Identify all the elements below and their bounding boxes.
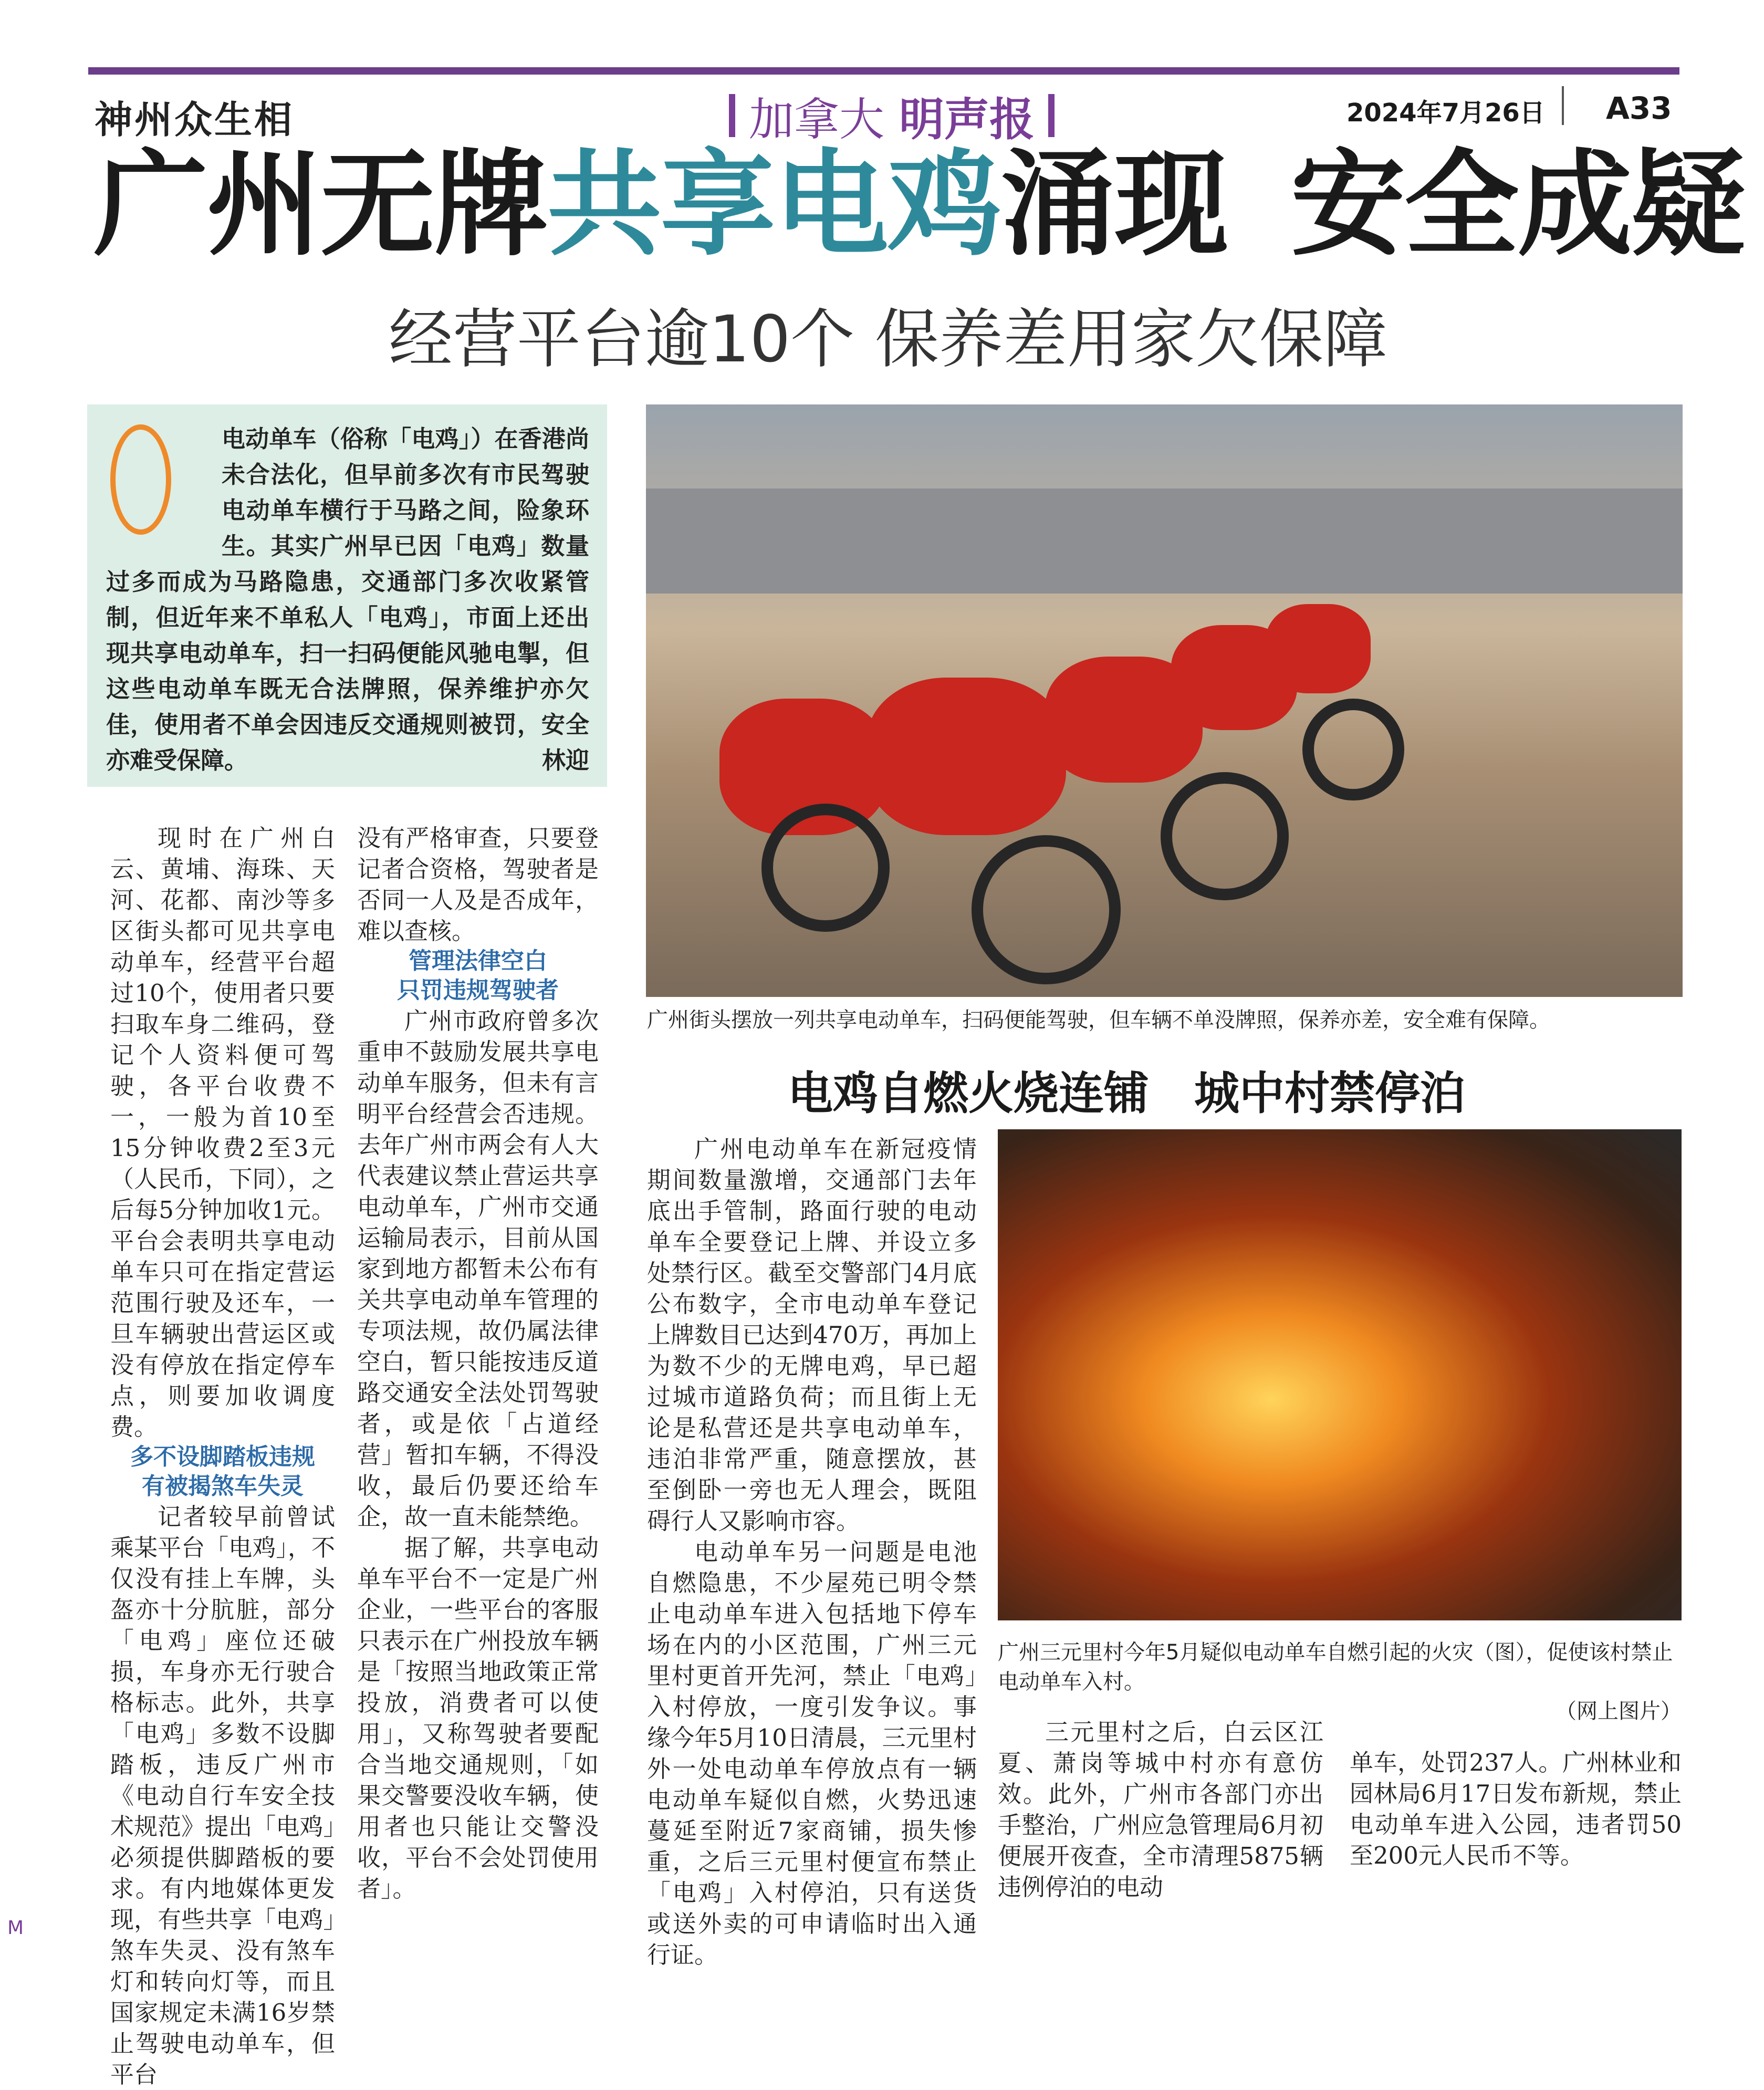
photo1-caption: 广州街头摆放一列共享电动单车，扫码便能驾驶，但车辆不单没牌照，保养亦差，安全难有保障。 bbox=[647, 1008, 1550, 1032]
scooters-photo bbox=[646, 404, 1683, 997]
headline-part2: 涌现 bbox=[1001, 137, 1228, 272]
column-1 bbox=[110, 823, 335, 2090]
subheading-1: 多不设脚踏板违规 有被揭煞车失灵 bbox=[130, 1443, 315, 1500]
paragraph: 三元里村之后，白云区江夏、萧岗等城中村亦有意仿效。此外，广州市各部门亦出手整治，广州应急管理局6月初便展开夜查，全市清理5875辆违例停泊的电动 bbox=[998, 1718, 1323, 1901]
top-rule bbox=[88, 67, 1679, 75]
column-3 bbox=[647, 1134, 977, 1970]
author: 林迎 bbox=[541, 746, 589, 774]
headline-highlight: 共享电鸡 bbox=[547, 137, 1001, 272]
masthead-bar-left bbox=[729, 94, 735, 137]
subheadline: 经营平台逾10个 保养差用家欠保障 bbox=[389, 302, 1388, 377]
paragraph: 电动单车另一问题是电池自燃隐患，不少屋苑已明令禁止电动单车进入包括地下停车场在内的小区范围，广州三元里村更首开先河，禁止「电鸡」入村停放，一度引发争议。事缘今年5月10日清晨，三元里村外一处电动单车停放点有一辆电动单车疑似自燃，火势迅速蔓延至附近7家商铺，损失惨重，之后三元里村便宣布禁止「电鸡」入村停泊，只有送货或送外卖的可申请临时出入通行证。 bbox=[647, 1538, 977, 1969]
masthead-paper: 明声报 bbox=[899, 93, 1035, 146]
masthead-country: 加拿大 bbox=[749, 93, 884, 146]
fire-photo bbox=[998, 1129, 1682, 1620]
issue-date: 2024年7月26日 bbox=[1347, 98, 1545, 128]
paragraph: 现时在广州白云、黄埔、海珠、天河、花都、南沙等多区街头都可见共享电动单车，经营平台超过10个，使用者只要扫取车身二维码，登记个人资料便可驾驶，各平台收费不一，一般为首10至15分钟收费2至3元（人民币，下同），之后每5分钟加收1元。平台会表明共享电动单车只可在指定营运范围行驶及还车，一旦车辆驶出营运区或没有停放在指定停车点，则要加收调度费。 bbox=[110, 824, 335, 1441]
paragraph: 没有严格审查，只要登记者合资格，驾驶者是否同一人及是否成年，难以查核。 bbox=[357, 824, 599, 945]
headline-part3: 安全成疑 bbox=[1291, 137, 1745, 272]
header-divider bbox=[1562, 86, 1564, 125]
page-number: A33 bbox=[1606, 90, 1672, 126]
lead-text bbox=[106, 421, 589, 778]
paragraph: 单车，处罚237人。广州林业和园林局6月17日发布新规，禁止电动单车进入公园，违者罚50至200元人民币不等。 bbox=[1350, 1749, 1682, 1869]
paragraph: 广州电动单车在新冠疫情期间数量激增，交通部门去年底出手管制，路面行驶的电动单车全要登记上牌、并设立多处禁行区。截至交警部门4月底公布数字，全市电动单车登记上牌数目已达到470万，再加上为数不少的无牌电鸡，早已超过城市道路负荷；而且街上无论是私营还是共享电动单车，违泊非常严重，随意摆放，甚至倒卧一旁也无人理会，既阻碍行人又影响市容。 bbox=[647, 1135, 977, 1535]
subheading-2: 管理法律空白 只罚违规驾驶者 bbox=[397, 948, 559, 1004]
footer-mark: M bbox=[7, 1917, 24, 1939]
photo2-caption-text: 广州三元里村今年5月疑似电动单车自燃引起的火灾（图），促使该村禁止电动单车入村。 bbox=[998, 1640, 1673, 1694]
lead-paragraph: 电动单车（俗称「电鸡」）在香港尚未合法化，但早前多次有市民驾驶电动单车横行于马路之间，险象环生。其实广州早已因「电鸡」数量过多而成为马路隐患，交通部门多次收紧管制，但近年来不单私人「电鸡」，市面上还出现共享电动单车，扫一扫码便能风驰电掣，但这些电动单车既无合法牌照，保养维护亦欠佳，使用者不单会因违反交通规则被罚，安全亦难受保障。 bbox=[106, 425, 589, 774]
section-label: 神州众生相 bbox=[95, 97, 295, 142]
column-2 bbox=[357, 823, 599, 1904]
paragraph: 广州市政府曾多次重申不鼓励发展共享电动单车服务，但未有言明平台经营会否违规。去年广州市两会有人大代表建议禁止营运共享电动单车，广州市交通运输局表示，目前从国家到地方都暂未公布有关共享电动单车管理的专项法规，故仍属法律空白，暂只能按违反道路交通安全法处罚驾驶者，或是依「占道经营」暂扣车辆，不得没收，最后仍要还给车企，故一直未能禁绝。 bbox=[357, 1007, 599, 1531]
headline bbox=[93, 137, 1745, 272]
column-4 bbox=[998, 1717, 1323, 1902]
headline-part1: 广州无牌 bbox=[93, 137, 547, 272]
section-heading: 电鸡自燃火烧连铺 城中村禁停泊 bbox=[788, 1067, 1465, 1120]
paragraph: 记者较早前曾试乘某平台「电鸡」，不仅没有挂上车牌，头盔亦十分肮脏，部分「电鸡」座位还破损，车身亦无行驶合格标志。此外，共享「电鸡」多数不设脚踏板，违反广州市《电动自行车安全技术规范》提出「电鸡」必须提供脚踏板的要求。有内地媒体更发现，有些共享「电鸡」煞车失灵、没有煞车灯和转向灯等，而且国家规定未满16岁禁止驾驶电动单车，但平台 bbox=[110, 1503, 335, 2088]
paragraph: 据了解，共享电动单车平台不一定是广州企业，一些平台的客服只表示在广州投放车辆是「按照当地政策正常投放，消费者可以使用」，又称驾驶者要配合当地交通规则，「如果交警要没收车辆，使用者也只能让交警没收，平台不会处罚使用者」。 bbox=[357, 1534, 599, 1902]
column-5 bbox=[1350, 1747, 1682, 1871]
masthead-bar-right bbox=[1048, 94, 1055, 137]
photo2-caption bbox=[998, 1638, 1682, 1726]
photo2-credit: （网上图片） bbox=[1556, 1699, 1682, 1723]
